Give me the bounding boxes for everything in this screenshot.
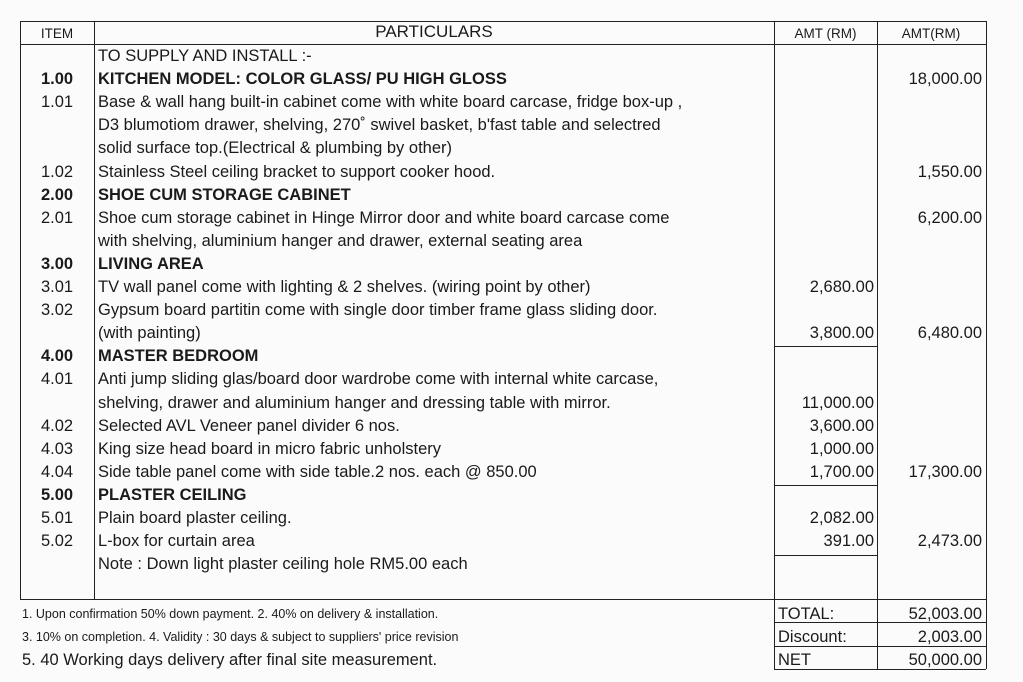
item-description: Side table panel come with side table.2 nos. each @ 850.00 — [98, 462, 537, 481]
item-description: Plain board plaster ceiling. — [98, 509, 292, 527]
item-description: shelving, drawer and aluminium hanger and dressing table with mirror. — [98, 393, 611, 412]
amount-sub: 1,700.00 — [809, 462, 874, 481]
item-description: Stainless Steel ceiling bracket to support cooker hood. — [98, 162, 496, 181]
item-description: Shoe cum storage cabinet in Hinge Mirror door and white board carcase come — [98, 208, 670, 227]
ceiling-subtotal-line — [774, 555, 877, 556]
item-description: TO SUPPLY AND INSTALL :- — [98, 47, 312, 65]
particulars-column-border — [774, 21, 775, 669]
amount-total: 6,480.00 — [917, 324, 982, 343]
discount-label: Discount: — [778, 628, 847, 646]
item-number: 1.01 — [40, 93, 74, 112]
item-description: MASTER BEDROOM — [98, 347, 259, 366]
item-number: 5.00 — [40, 485, 74, 504]
item-number: 4.00 — [40, 347, 74, 366]
item-description: D3 blumotiom drawer, shelving, 270˚ swivel basket, b'fast table and selectred — [98, 116, 661, 135]
amount-sub: 391.00 — [823, 532, 874, 551]
item-column-border — [94, 21, 95, 599]
item-number: 5.02 — [40, 532, 74, 551]
item-number: 3.01 — [40, 278, 74, 296]
item-number: 1.00 — [40, 70, 74, 89]
delivery-terms: 5. 40 Working days delivery after final site measurement. — [22, 651, 438, 669]
amount-sub: 3,600.00 — [809, 416, 874, 435]
amount-sub: 11,000.00 — [801, 393, 874, 412]
item-description: solid surface top.(Electrical & plumbing by other) — [98, 139, 452, 158]
item-number: 4.03 — [40, 439, 74, 458]
item-number: 4.01 — [40, 370, 74, 389]
living-subtotal-line — [774, 346, 877, 347]
item-description: PLASTER CEILING — [98, 485, 247, 504]
item-number: 3.00 — [40, 254, 74, 273]
item-description: with shelving, aluminium hanger and drawer, external seating area — [98, 231, 583, 250]
item-number: 5.01 — [40, 509, 74, 527]
amount-total: 6,200.00 — [917, 208, 982, 227]
item-description: (with painting) — [98, 324, 201, 343]
item-description: KITCHEN MODEL: COLOR GLASS/ PU HIGH GLOSS — [98, 70, 507, 89]
table-bottom-border — [20, 599, 986, 600]
net-label: NET — [778, 651, 811, 669]
amount-sub: 3,800.00 — [809, 324, 874, 343]
header-item: ITEM — [40, 26, 74, 41]
amount-column-border — [877, 21, 878, 669]
item-number: 4.04 — [40, 462, 74, 481]
item-description: L-box for curtain area — [98, 532, 255, 551]
payment-terms-2: 3. 10% on completion. 4. Validity : 30 days & subject to suppliers' price revision — [22, 630, 459, 644]
amount-sub: 2,680.00 — [809, 278, 874, 296]
item-description: Selected AVL Veneer panel divider 6 nos. — [98, 416, 400, 435]
header-amt-2: AMT(RM) — [901, 26, 961, 41]
item-number: 2.01 — [40, 208, 74, 227]
item-description: King size head board in micro fabric unholstery — [98, 439, 442, 458]
amount-total: 2,473.00 — [917, 532, 982, 551]
item-description: TV wall panel come with lighting & 2 shelves. (wiring point by other) — [98, 278, 591, 296]
total-label: TOTAL: — [778, 605, 835, 623]
net-value: 50,000.00 — [908, 651, 982, 669]
item-description: SHOE CUM STORAGE CABINET — [98, 185, 351, 204]
total-value: 52,003.00 — [908, 605, 982, 623]
right-border — [986, 21, 987, 669]
bedroom-subtotal-line — [774, 485, 877, 486]
header-amt-1: AMT (RM) — [794, 26, 857, 41]
item-description: Anti jump sliding glas/board door wardrobe come with internal white carcase, — [98, 370, 659, 389]
item-description: Gypsum board partitin come with single door timber frame glass sliding door. — [98, 301, 658, 320]
item-description: Base & wall hang built-in cabinet come with white board carcase, fridge box-up , — [98, 93, 683, 112]
item-description: LIVING AREA — [98, 254, 204, 273]
amount-total: 18,000.00 — [908, 70, 982, 89]
amount-total: 17,300.00 — [908, 462, 982, 481]
amount-sub: 2,082.00 — [809, 509, 874, 527]
payment-terms-1: 1. Upon confirmation 50% down payment. 2. 40% on delivery & installation. — [22, 607, 439, 621]
header-particulars: PARTICULARS — [375, 22, 493, 41]
amount-total: 1,550.00 — [917, 162, 982, 181]
discount-value: 2,003.00 — [917, 628, 982, 646]
item-description: Note : Down light plaster ceiling hole RM5.00 each — [98, 555, 468, 574]
item-number: 3.02 — [40, 301, 74, 320]
item-number: 2.00 — [40, 185, 74, 204]
amount-sub: 1,000.00 — [809, 439, 874, 458]
item-number: 1.02 — [40, 162, 74, 181]
item-number: 4.02 — [40, 416, 74, 435]
